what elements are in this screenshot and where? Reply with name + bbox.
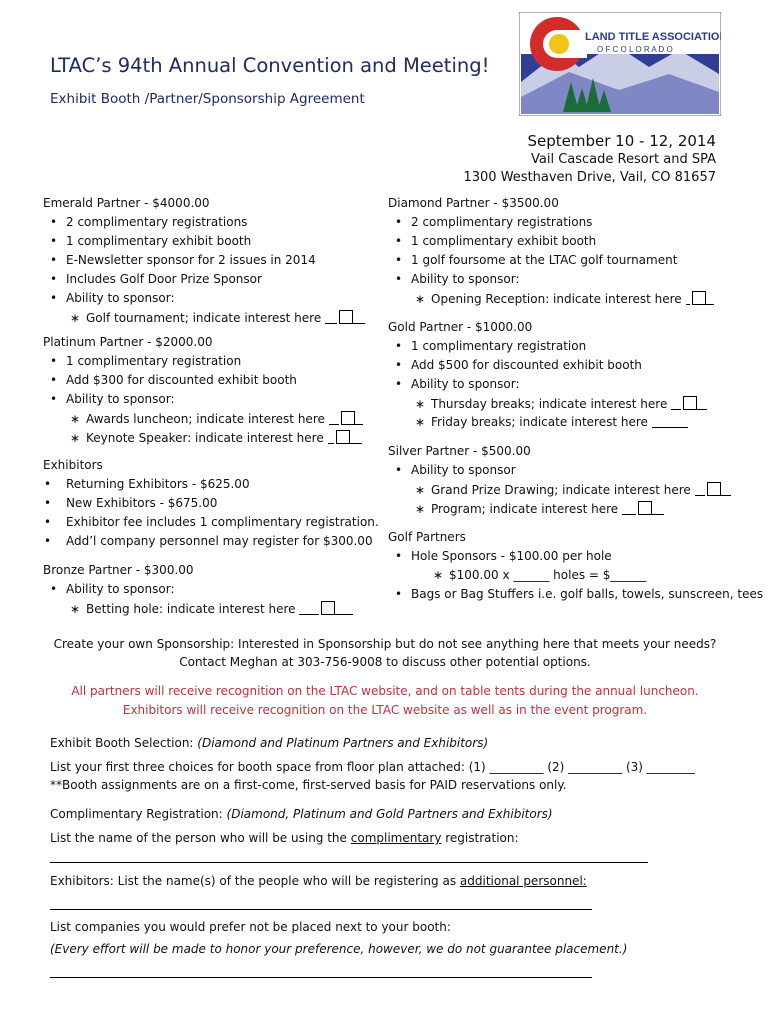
grand-prize-option: ∗ Grand Prize Drawing; indicate interest here <box>415 482 731 497</box>
grand-prize-checkbox[interactable] <box>707 482 721 496</box>
list-item: • New Exhibitors - $675.00 <box>44 496 218 510</box>
keynote-speaker-checkbox[interactable] <box>336 430 350 444</box>
keynote-speaker-option: ∗ Keynote Speaker: indicate interest here <box>70 430 362 445</box>
golf-tournament-option: ∗ Golf tournament; indicate interest here <box>70 310 365 325</box>
logo-line-1: LAND TITLE ASSOCIATION <box>585 31 721 43</box>
platinum-title: Platinum Partner - $2000.00 <box>43 335 213 349</box>
hole-sponsor-calc: ∗ $100.00 x ______ holes = $______ <box>433 568 647 582</box>
golf-title: Golf Partners <box>388 530 466 544</box>
list-item: • Exhibitor fee includes 1 complimentary registration. <box>44 515 379 529</box>
ltac-logo <box>519 12 721 116</box>
colorado-logo-graphic <box>519 12 721 116</box>
list-item: • 1 complimentary registration <box>50 354 242 368</box>
recognition-exhibitors: Exhibitors will receive recognition on the LTAC website as well as in the event program. <box>122 703 648 717</box>
bronze-title: Bronze Partner - $300.00 <box>43 563 194 577</box>
create-sponsorship-line1: Create your own Sponsorship: Interested in Sponsorship but do not see anything here that meets your needs? <box>53 637 717 651</box>
comp-registration-line[interactable] <box>50 862 648 863</box>
awards-luncheon-option: ∗ Awards luncheon; indicate interest here <box>70 411 363 426</box>
create-sponsorship-line2: Contact Meghan at 303-756-9008 to discuss other potential options. <box>179 655 591 669</box>
exhibitors-personnel-line[interactable] <box>50 909 592 910</box>
list-item: • 1 complimentary exhibit booth <box>395 234 597 248</box>
emerald-title: Emerald Partner - $4000.00 <box>43 196 210 210</box>
list-item: • 2 complimentary registrations <box>50 215 248 229</box>
page-title: LTAC’s 94th Annual Convention and Meeting! <box>50 54 490 77</box>
event-venue: Vail Cascade Resort and SPA <box>530 152 716 167</box>
opening-reception-option: ∗ Opening Reception: indicate interest here <box>415 291 714 306</box>
list-item: • 1 golf foursome at the LTAC golf tournament <box>395 253 678 267</box>
thursday-breaks-option: ∗ Thursday breaks; indicate interest here <box>415 396 707 411</box>
booth-choices-field[interactable]: List your first three choices for booth space from floor plan attached: (1) _________ (2) _________ (3) ________ <box>50 760 695 774</box>
logo-line-2: O F C O L O R A D O <box>597 45 673 54</box>
prefer-not-prompt: List companies you would prefer not be placed next to your booth: <box>50 920 451 934</box>
list-item: • 1 complimentary registration <box>395 339 587 353</box>
program-checkbox[interactable] <box>638 501 652 515</box>
list-item: • Ability to sponsor <box>395 463 516 477</box>
list-item: • Includes Golf Door Prize Sponsor <box>50 272 262 286</box>
program-option: ∗ Program; indicate interest here <box>415 501 664 516</box>
exhibitors-personnel-prompt: Exhibitors: List the name(s) of the people who will be registering as additional personnel: <box>50 874 587 888</box>
list-item: • Bags or Bag Stuffers i.e. golf balls, towels, sunscreen, tees <box>395 587 764 601</box>
list-item: • Hole Sponsors - $100.00 per hole <box>395 549 612 563</box>
list-item: • E-Newsletter sponsor for 2 issues in 2014 <box>50 253 316 267</box>
comp-registration-prompt: List the name of the person who will be using the complimentary registration: <box>50 831 519 845</box>
awards-luncheon-checkbox[interactable] <box>341 411 355 425</box>
list-item: • Add $300 for discounted exhibit booth <box>50 373 297 387</box>
prefer-not-note: (Every effort will be made to honor your preference, however, we do not guarantee placement.) <box>50 942 628 956</box>
opening-reception-checkbox[interactable] <box>692 291 706 305</box>
list-item: • Returning Exhibitors - $625.00 <box>44 477 250 491</box>
list-item: • 2 complimentary registrations <box>395 215 593 229</box>
event-date: September 10 - 12, 2014 <box>527 132 716 150</box>
list-item: • Ability to sponsor: <box>50 291 175 305</box>
list-item: • Ability to sponsor: <box>395 272 520 286</box>
silver-title: Silver Partner - $500.00 <box>388 444 531 458</box>
exhibitors-title: Exhibitors <box>43 458 103 472</box>
list-item: • 1 complimentary exhibit booth <box>50 234 252 248</box>
list-item: • Ability to sponsor: <box>395 377 520 391</box>
list-item: • Add’l company personnel may register for $300.00 <box>44 534 373 548</box>
list-item: • Ability to sponsor: <box>50 392 175 406</box>
golf-tournament-checkbox[interactable] <box>339 310 353 324</box>
thursday-breaks-checkbox[interactable] <box>683 396 697 410</box>
prefer-not-line[interactable] <box>50 977 592 978</box>
booth-selection-label: Exhibit Booth Selection: (Diamond and Platinum Partners and Exhibitors) <box>50 736 489 750</box>
event-address: 1300 Westhaven Drive, Vail, CO 81657 <box>463 170 716 185</box>
friday-breaks-option: ∗ Friday breaks; indicate interest here <box>415 415 688 429</box>
gold-title: Gold Partner - $1000.00 <box>388 320 533 334</box>
list-item: • Add $500 for discounted exhibit booth <box>395 358 642 372</box>
list-item: • Ability to sponsor: <box>50 582 175 596</box>
betting-hole-checkbox[interactable] <box>321 601 335 615</box>
booth-rule: **Booth assignments are on a first-come, first-served basis for PAID reservations only. <box>50 778 567 792</box>
recognition-partners: All partners will receive recognition on the LTAC website, and on table tents during the annual luncheon. <box>71 684 699 698</box>
page-subtitle: Exhibit Booth /Partner/Sponsorship Agreement <box>50 91 365 107</box>
betting-hole-option: ∗ Betting hole: indicate interest here <box>70 601 353 616</box>
diamond-title: Diamond Partner - $3500.00 <box>388 196 559 210</box>
comp-registration-label: Complimentary Registration: (Diamond, Platinum and Gold Partners and Exhibitors) <box>50 807 553 821</box>
